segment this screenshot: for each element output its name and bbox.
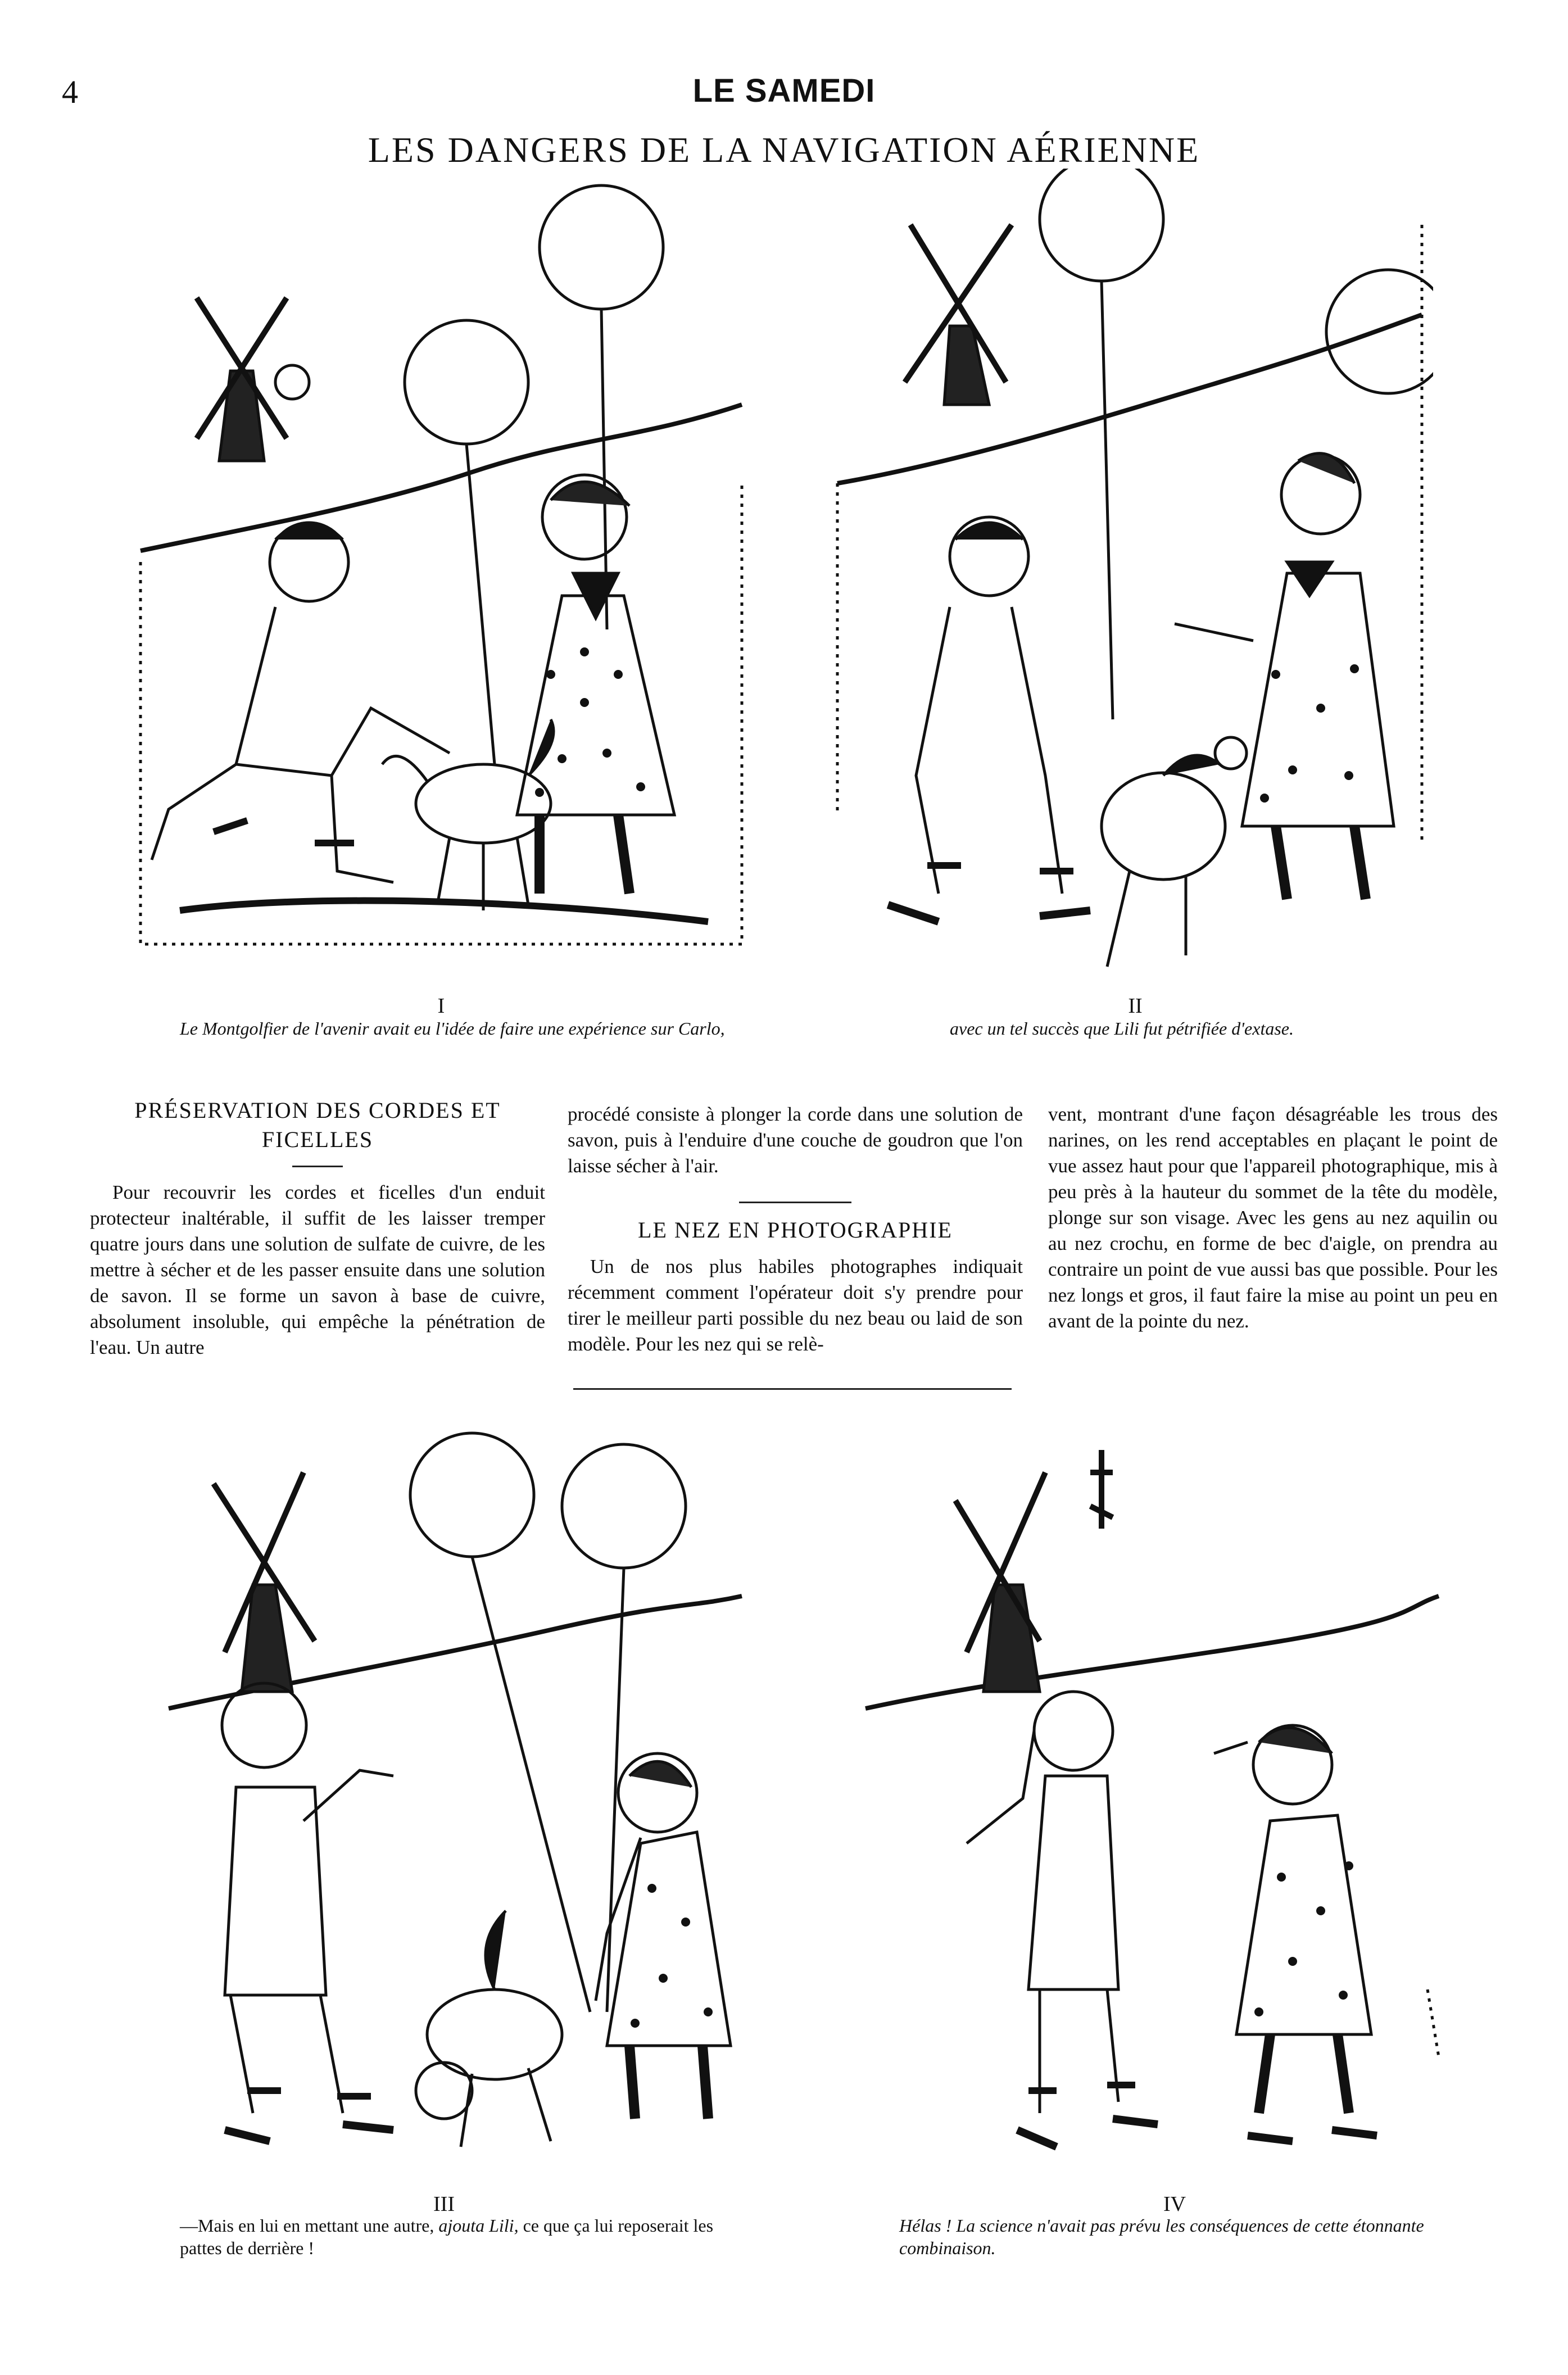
panel-1-illustration [135, 169, 753, 989]
article-continuation-nez: vent, montrant d'une façon désagréable les trous des narines, on les rend acceptables en plaçant le point de vue assez haut pour que l'appareil photographique, mis à peu près à la hauteur du sommet de la tête du modèle, plonge sur son visage. Avec les gens au nez aquilin ou au nez crochu, en forme de bec d'aigle, on prendra au contraire un point de vue aussi bas que possible. Pour les nez longs et gros, il faut faire la mise au point un peu en avant de la pointe du nez. [1048, 1103, 1498, 1332]
panel-3-caption [180, 2214, 742, 2259]
panel-1-numeral: I [437, 994, 445, 1018]
panel-3-caption-tail: ce que ça lui reposerait les pattes de derrière ! [180, 2215, 714, 2258]
series-title: LES DANGERS DE LA NAVIGATION AÉRIENNE [368, 130, 1200, 170]
panel-2-numeral: II [1128, 994, 1143, 1018]
comic-panel-4 [854, 1439, 1450, 2181]
article-separator-rule [739, 1202, 851, 1203]
panel-3-caption-italic: ajouta Lili, [438, 2215, 519, 2236]
comic-panel-1 [135, 169, 753, 989]
article-column-3 [1048, 1102, 1498, 1334]
article-heading-nez: LE NEZ EN PHOTOGRAPHIE [638, 1217, 953, 1243]
page-number: 4 [62, 74, 78, 110]
article-column-1 [90, 1096, 545, 1361]
comic-panel-2 [826, 169, 1433, 989]
panel-2-illustration [826, 169, 1433, 989]
panel-1-caption: Le Montgolfier de l'avenir avait eu l'idée de faire une expérience sur Carlo, [180, 1018, 725, 1039]
panel-4-caption: Hélas ! La science n'avait pas prévu les conséquences de cette étonnante combinaison. [899, 2215, 1424, 2258]
comic-panel-3 [157, 1427, 753, 2181]
panel-3-illustration [157, 1427, 753, 2181]
section-separator [573, 1388, 1012, 1390]
article-heading-cordes: PRÉSERVATION DES CORDES ET FICELLES [134, 1098, 501, 1152]
panel-4-numeral: IV [1163, 2192, 1186, 2216]
article-column-2 [568, 1102, 1023, 1357]
panel-3-numeral: III [433, 2192, 455, 2216]
panel-3-caption-lead: —Mais en lui en mettant une autre, [180, 2215, 434, 2236]
panel-4-illustration [854, 1439, 1450, 2181]
article-body-nez: Un de nos plus habiles photographes indiquait récemment comment l'opérateur doit s'y prendre pour tirer le meilleur parti possible du nez beau ou laid de son modèle. Pour les nez qui se relè- [568, 1256, 1023, 1355]
heading-rule [292, 1166, 343, 1167]
masthead: LE SAMEDI [692, 72, 876, 109]
panel-2-caption: avec un tel succès que Lili fut pétrifiée d'extase. [950, 1018, 1294, 1039]
article-body-cordes: Pour recouvrir les cordes et ficelles d'un enduit protecteur inaltérable, il suffit de les laisser tremper quatre jours dans une solution de sulfate de cuivre, de les mettre à sécher et de les passer ensuite dans une solution de savon. Il se forme un savon à base de cuivre, absolument insoluble, qui empêche la pénétration de l'eau. Un autre [90, 1181, 545, 1358]
article-continuation-cordes: procédé consiste à plonger la corde dans une solution de savon, puis à l'enduire d'une couche de goudron que l'on laisse sécher à l'air. [568, 1103, 1023, 1177]
